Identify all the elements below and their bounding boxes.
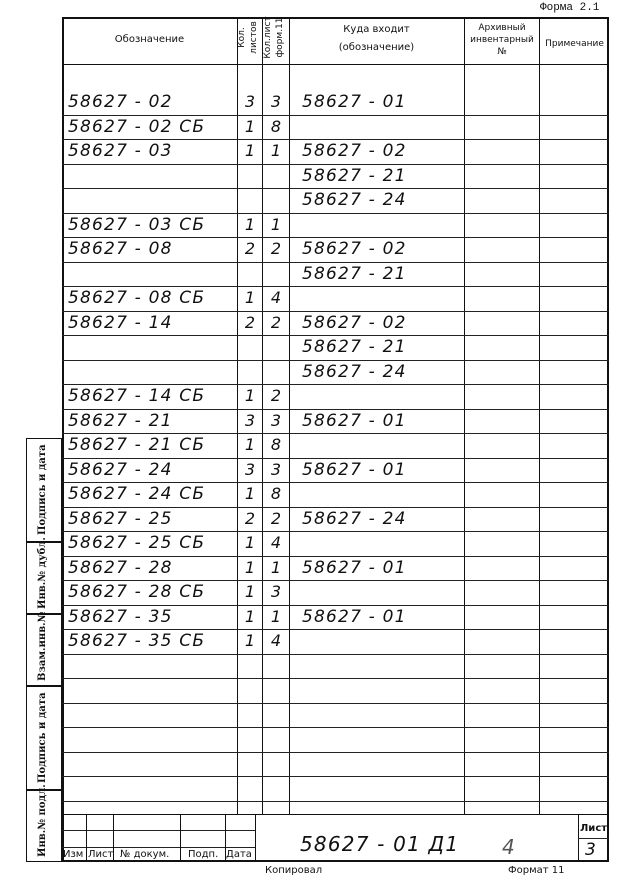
document-code: 58627 - 01 Д1 bbox=[300, 832, 460, 856]
cell-used-in: 58627 - 21 bbox=[302, 165, 407, 186]
cell-format: 4 bbox=[270, 533, 282, 552]
header-rule bbox=[62, 64, 609, 65]
cell-format: 2 bbox=[270, 239, 282, 258]
cell-designation: 58627 - 14 bbox=[68, 312, 173, 333]
form-label: Форма 2.1 bbox=[540, 2, 600, 14]
row-rule bbox=[62, 384, 609, 385]
sheet-number: 3 bbox=[585, 840, 598, 860]
cell-used-in: 58627 - 02 bbox=[302, 312, 407, 333]
side-label: Взам.инв.№ bbox=[37, 611, 48, 681]
cell-format: 3 bbox=[270, 92, 282, 111]
side-strip-inv-podl bbox=[26, 784, 62, 862]
stamp-divider bbox=[180, 814, 181, 862]
sheet-label: Лист bbox=[580, 823, 608, 834]
cell-sheets: 2 bbox=[244, 312, 256, 332]
cell-format: 4 bbox=[270, 288, 282, 307]
cell-format: 3 bbox=[270, 582, 282, 601]
row-rule bbox=[62, 335, 609, 336]
cell-format: 8 bbox=[270, 116, 282, 136]
cell-sheets: 1 bbox=[244, 606, 256, 626]
row-rule bbox=[62, 115, 609, 116]
cell-used-in: 58627 - 24 bbox=[302, 508, 407, 529]
cell-sheets: 2 bbox=[244, 239, 256, 258]
cell-sheets: 1 bbox=[244, 141, 256, 160]
cell-used-in: 58627 - 02 bbox=[302, 141, 407, 161]
cell-sheets: 1 bbox=[244, 435, 256, 454]
cell-sheets: 3 bbox=[244, 459, 256, 479]
side-label: Инв.№ подл. bbox=[37, 784, 48, 857]
header-sheets-format: Кол.лист форм.11 bbox=[263, 16, 285, 59]
cell-designation: 58627 - 14 СБ bbox=[68, 386, 206, 406]
stamp-top-rule bbox=[62, 814, 609, 815]
row-rule bbox=[62, 237, 609, 238]
side-strip-sign-date-bottom bbox=[26, 686, 62, 790]
stamp-rule bbox=[62, 847, 255, 848]
cell-format: 2 bbox=[270, 508, 282, 528]
cell-sheets: 1 bbox=[244, 288, 256, 307]
cell-sheets: 1 bbox=[244, 386, 256, 405]
row-rule bbox=[62, 409, 609, 410]
stamp-divider bbox=[255, 814, 256, 862]
cell-designation: 58627 - 25 bbox=[68, 508, 173, 529]
row-rule bbox=[62, 580, 609, 581]
format-label: Формат 11 bbox=[508, 865, 565, 876]
cell-sheets: 1 bbox=[244, 214, 256, 234]
cell-designation: 58627 - 24 СБ bbox=[68, 484, 206, 504]
header-designation: Обозначение bbox=[114, 34, 185, 45]
header-note: Примечание bbox=[545, 39, 604, 49]
side-strip-vzam-inv bbox=[26, 611, 62, 686]
cell-designation: 58627 - 02 СБ bbox=[68, 116, 206, 137]
side-label: Инв.№ дубл. bbox=[37, 537, 48, 609]
cell-sheets: 1 bbox=[244, 557, 256, 577]
cell-format: 2 bbox=[270, 386, 282, 405]
cell-format: 8 bbox=[270, 484, 282, 503]
row-rule bbox=[62, 801, 609, 802]
cell-format: 1 bbox=[270, 214, 282, 234]
handwritten-mark: 4 bbox=[502, 835, 516, 859]
row-rule bbox=[62, 678, 609, 679]
cell-used-in: 58627 - 21 bbox=[302, 263, 407, 284]
cell-sheets: 3 bbox=[244, 410, 256, 430]
row-rule bbox=[62, 164, 609, 165]
cell-used-in: 58627 - 01 bbox=[302, 459, 407, 480]
row-rule bbox=[62, 752, 609, 753]
cell-designation: 58627 - 35 bbox=[68, 606, 173, 627]
row-rule bbox=[62, 703, 609, 704]
cell-used-in: 58627 - 01 bbox=[302, 92, 407, 112]
row-rule bbox=[62, 629, 609, 630]
cell-used-in: 58627 - 24 bbox=[302, 190, 407, 210]
stamp-izm: Изм bbox=[63, 849, 84, 860]
row-rule bbox=[62, 311, 609, 312]
cell-format: 1 bbox=[270, 141, 282, 160]
cell-designation: 58627 - 28 bbox=[68, 557, 173, 578]
cell-sheets: 1 bbox=[244, 484, 256, 503]
cell-format: 4 bbox=[270, 631, 282, 650]
cell-sheets: 3 bbox=[244, 92, 256, 111]
side-strip-sign-date-top bbox=[26, 438, 62, 542]
row-rule bbox=[62, 605, 609, 606]
cell-format: 3 bbox=[270, 410, 282, 430]
header-archive: Архивный инвентарный № bbox=[470, 23, 534, 57]
cell-designation: 58627 - 08 bbox=[68, 239, 173, 259]
cell-used-in: 58627 - 21 bbox=[302, 337, 407, 357]
row-rule bbox=[62, 286, 609, 287]
stamp-list: Лист bbox=[88, 849, 114, 860]
row-rule bbox=[62, 776, 609, 777]
cell-sheets: 1 bbox=[244, 631, 256, 650]
cell-format: 1 bbox=[270, 557, 282, 577]
stamp-rule bbox=[578, 838, 609, 839]
cell-format: 2 bbox=[270, 312, 282, 332]
header-used-in: Куда входит bbox=[343, 24, 410, 35]
row-rule bbox=[62, 556, 609, 557]
stamp-divider bbox=[86, 814, 87, 862]
row-rule bbox=[62, 507, 609, 508]
cell-format: 3 bbox=[270, 459, 282, 479]
col-divider bbox=[464, 17, 465, 814]
row-rule bbox=[62, 139, 609, 140]
cell-designation: 58627 - 28 СБ bbox=[68, 582, 206, 602]
row-rule bbox=[62, 262, 609, 263]
cell-format: 8 bbox=[270, 435, 282, 454]
cell-designation: 58627 - 21 СБ bbox=[68, 435, 206, 455]
cell-format: 1 bbox=[270, 606, 282, 626]
row-rule bbox=[62, 482, 609, 483]
cell-designation: 58627 - 03 СБ bbox=[68, 214, 206, 235]
side-label: Подпись и дата bbox=[37, 444, 48, 535]
header-used-in-sub: (обозначение) bbox=[338, 42, 415, 53]
cell-designation: 58627 - 24 bbox=[68, 459, 173, 480]
cell-sheets: 1 bbox=[244, 582, 256, 601]
header-sheets-count: Кол. листов bbox=[237, 21, 259, 54]
col-divider bbox=[262, 17, 263, 814]
stamp-rule bbox=[62, 830, 255, 831]
row-rule bbox=[62, 213, 609, 214]
col-divider bbox=[539, 17, 540, 814]
row-rule bbox=[62, 188, 609, 189]
row-rule bbox=[62, 360, 609, 361]
row-rule bbox=[62, 433, 609, 434]
stamp-podp: Подп. bbox=[188, 849, 219, 860]
cell-sheets: 1 bbox=[244, 533, 256, 552]
cell-sheets: 2 bbox=[244, 508, 256, 528]
cell-used-in: 58627 - 24 bbox=[302, 361, 407, 382]
row-rule bbox=[62, 458, 609, 459]
row-rule bbox=[62, 727, 609, 728]
cell-used-in: 58627 - 02 bbox=[302, 239, 407, 259]
cell-designation: 58627 - 25 СБ bbox=[68, 533, 206, 553]
row-rule bbox=[62, 531, 609, 532]
cell-designation: 58627 - 35 СБ bbox=[68, 631, 206, 651]
cell-designation: 58627 - 03 bbox=[68, 141, 173, 161]
cell-designation: 58627 - 08 СБ bbox=[68, 288, 206, 308]
stamp-doc-no: № докум. bbox=[120, 849, 170, 860]
stamp-data: Дата bbox=[226, 849, 252, 860]
side-label: Подпись и дата bbox=[37, 692, 48, 783]
cell-designation: 58627 - 21 bbox=[68, 410, 173, 431]
cell-used-in: 58627 - 01 bbox=[302, 606, 407, 627]
col-divider bbox=[289, 17, 290, 814]
copied-label: Копировал bbox=[265, 865, 323, 876]
cell-used-in: 58627 - 01 bbox=[302, 557, 407, 578]
cell-designation: 58627 - 02 bbox=[68, 92, 173, 112]
row-rule bbox=[62, 654, 609, 655]
cell-used-in: 58627 - 01 bbox=[302, 410, 407, 431]
side-strip-inv-dubl bbox=[26, 537, 62, 614]
cell-sheets: 1 bbox=[244, 116, 256, 136]
